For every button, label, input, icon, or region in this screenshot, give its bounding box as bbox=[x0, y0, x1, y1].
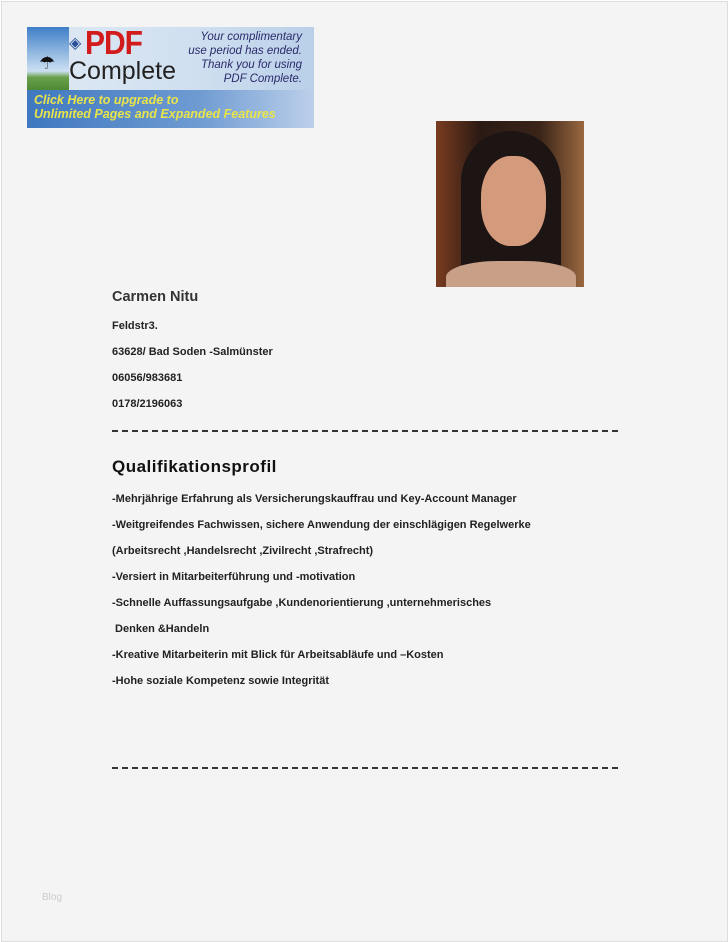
divider bbox=[112, 767, 618, 769]
banner-image bbox=[27, 27, 69, 90]
pdf-complete-upgrade-banner[interactable] bbox=[27, 27, 314, 128]
mobile: 0178/2196063 bbox=[112, 398, 183, 410]
profile-photo bbox=[436, 121, 584, 287]
phone: 06056/983681 bbox=[112, 372, 183, 384]
profile-item: -Weitgreifendes Fachwissen, sichere Anwendung der einschlägigen Regelwerke bbox=[112, 519, 531, 531]
logo-complete: Complete bbox=[69, 57, 176, 85]
umbrella-figure-icon: ☂ bbox=[39, 53, 56, 73]
layers-icon: ◈ bbox=[69, 35, 82, 52]
upgrade-link[interactable]: Click Here to upgrade to Unlimited Pages and Expanded Features bbox=[27, 90, 314, 128]
profile-item: -Hohe soziale Kompetenz sowie Integrität bbox=[112, 675, 329, 687]
profile-item: -Versiert in Mitarbeiterführung und -motivation bbox=[112, 571, 356, 583]
applicant-name: Carmen Nitu bbox=[112, 289, 199, 305]
profile-item: -Mehrjährige Erfahrung als Versicherungskauffrau und Key-Account Manager bbox=[112, 493, 517, 505]
banner-message: Your complimentary use period has ended. Thank you for using PDF Complete. bbox=[188, 31, 302, 85]
section-heading: Qualifikationsprofil bbox=[112, 457, 277, 476]
profile-item: -Schnelle Auffassungsaufgabe ,Kundenorientierung ,unternehmerisches bbox=[112, 597, 492, 609]
watermark: Blog bbox=[42, 892, 63, 903]
profile-item: Denken &Handeln bbox=[112, 623, 210, 635]
city: 63628/ Bad Soden -Salmünster bbox=[112, 346, 273, 358]
street: Feldstr3. bbox=[112, 320, 158, 332]
logo-pdf: PDF bbox=[85, 25, 142, 62]
profile-item: -Kreative Mitarbeiterin mit Blick für Arbeitsabläufe und –Kosten bbox=[112, 649, 444, 661]
profile-item: (Arbeitsrecht ,Handelsrecht ,Zivilrecht ,Strafrecht) bbox=[112, 545, 374, 557]
document-page bbox=[1, 1, 728, 942]
divider bbox=[112, 430, 618, 432]
